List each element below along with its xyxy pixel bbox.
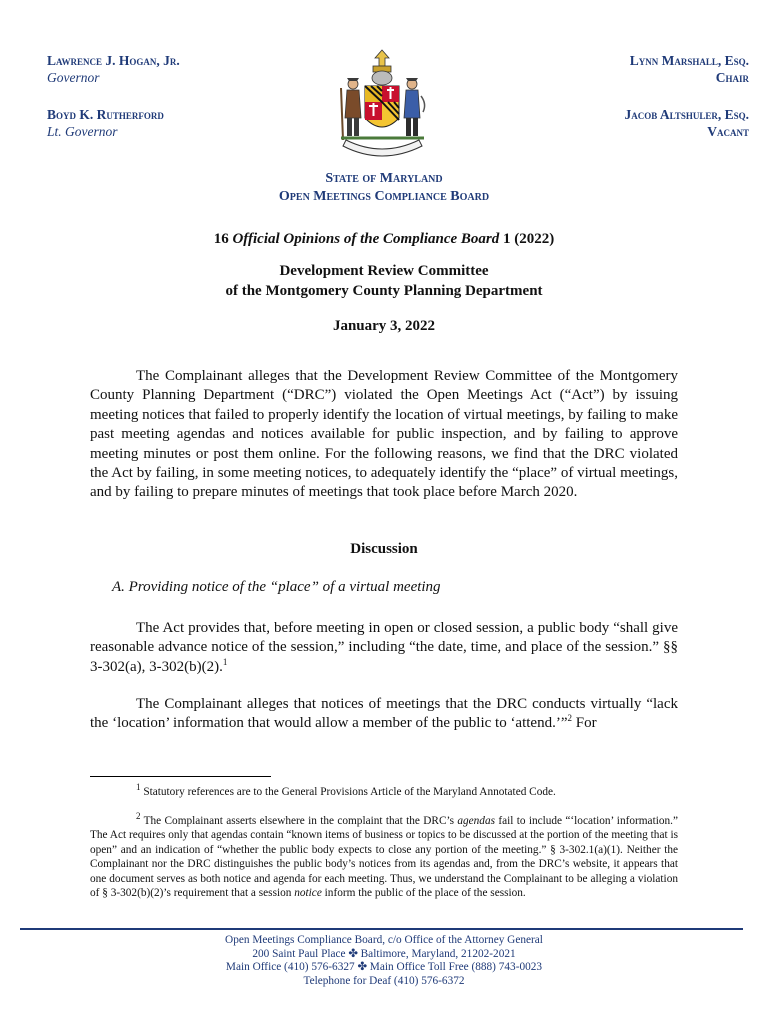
chair-name: Lynn Marshall, Esq. (629, 53, 749, 68)
agency-board: Open Meetings Compliance Board (278, 189, 490, 204)
intro-paragraph (90, 367, 678, 503)
opinion-citation (0, 231, 768, 248)
member-block (625, 106, 749, 140)
footnote-1-number: 1 (136, 782, 141, 793)
footnote-2-emphasis-agendas: agendas (457, 815, 495, 827)
intro-text: The Complainant alleges that the Development Review Committee of the Montgomery County Planning Department (“DRC”) violated the Open Meetings Act (“Act”) by issuing meeting notices that failed to properly identify the location of virtual meetings, by failing to make past meeting agendas and notices available for public inspection, and by failing to approve meeting minutes or post them online. For the following reasons, we find that the DRC violated the Act by failing, in some meeting notices, to adequately identify the “place” of virtual meetings, and by failing to prepare minutes of meetings that took place before March 2020. (90, 368, 678, 501)
footer-address-line-1: Open Meetings Compliance Board, c/o Office of the Attorney General (225, 934, 543, 946)
paragraph-3-tail: For (572, 715, 597, 732)
governor-name: Lawrence J. Hogan, Jr. (47, 53, 180, 68)
citation-reporter: Official Opinions of the Compliance Board (232, 231, 500, 247)
letterhead-footer (0, 934, 768, 988)
footer-phone-line: Main Office (410) 576-6327 ✤ Main Office Toll Free (888) 743-0023 (225, 961, 543, 974)
governor-title: Governor (47, 70, 100, 85)
header-officials-left (47, 52, 180, 160)
lt-governor-block (47, 106, 180, 140)
citation-volume: 16 (213, 231, 229, 247)
header-officials-right (625, 52, 749, 160)
footnote-2-text-a: The Complainant asserts elsewhere in the complaint that the DRC’s (140, 815, 458, 827)
footer-rule (20, 928, 743, 930)
section-a-heading: A. Providing notice of the “place” of a virtual meeting (112, 579, 441, 595)
chair-block (625, 52, 749, 86)
subject-line-1: Development Review Committee (279, 263, 489, 279)
paragraph-notice-requirement (90, 619, 678, 677)
footnote-1-text: Statutory references are to the General Provisions Article of the Maryland Annotated Code. (140, 786, 556, 798)
lt-governor-name: Boyd K. Rutherford (47, 107, 164, 122)
lt-governor-title: Lt. Governor (47, 124, 118, 139)
footnote-ref-1[interactable]: 1 (222, 656, 228, 667)
footer-address-line-2: 200 Saint Paul Place ✤ Baltimore, Maryland, 21202-2021 (252, 947, 516, 960)
paragraph-3-text: The Complainant alleges that notices of meetings that the DRC conducts virtually “lack the ‘location’ information that would allow a member of the public to ‘attend.’” (90, 696, 678, 732)
opinion-subject (0, 261, 768, 301)
paragraph-2-text: The Act provides that, before meeting in open or closed session, a public body “shall give reasonable advance notice of the session,” including “the date, time, and place of the session.” §§ 3-302(a), 3-302(b)(2). (90, 620, 678, 675)
governor-block (47, 52, 180, 86)
paragraph-complainant-allegation (90, 695, 678, 734)
footnote-2-text-c: fail to include “‘location’ information.” The Act requires only that agendas contain “known items of business or topics to be discussed at the portion of the meeting that is open” and an indication of “whether the public body expects to close any portion of the meeting.” § 3-302.1(a)(1). Neither the Complainant nor the DRC distinguishes the public body’s notices from its agendas and, from the DRC’s website, it appears that one document serves as both notice and agenda for each meeting. Thus, we understand the Complainant to be alleging a violation of § 3-302(b)(2)’s requirement that a session (90, 815, 678, 900)
opinion-date: January 3, 2022 (332, 318, 436, 334)
agency-heading (0, 170, 768, 206)
discussion-heading: Discussion (350, 541, 418, 557)
citation-page: 1 (2022) (503, 231, 555, 247)
maryland-state-seal-icon (335, 48, 430, 166)
chair-title: Chair (715, 70, 749, 85)
footnote-2-text-e: inform the public of the place of the session. (321, 887, 526, 900)
agency-state: State of Maryland (325, 171, 443, 186)
footnote-2-number: 2 (136, 811, 141, 822)
member-name: Jacob Altshuler, Esq. (624, 107, 749, 122)
footnote-separator (90, 776, 271, 777)
footnote-1 (90, 782, 678, 799)
footnote-ref-2[interactable]: 2 (567, 713, 572, 724)
footnote-2-emphasis-notice: notice (294, 887, 322, 900)
footer-tdd-line: Telephone for Deaf (410) 576-6372 (303, 974, 465, 987)
subject-line-2: of the Montgomery County Planning Department (225, 283, 543, 299)
footnote-2 (90, 811, 678, 900)
member-title: Vacant (707, 124, 749, 139)
